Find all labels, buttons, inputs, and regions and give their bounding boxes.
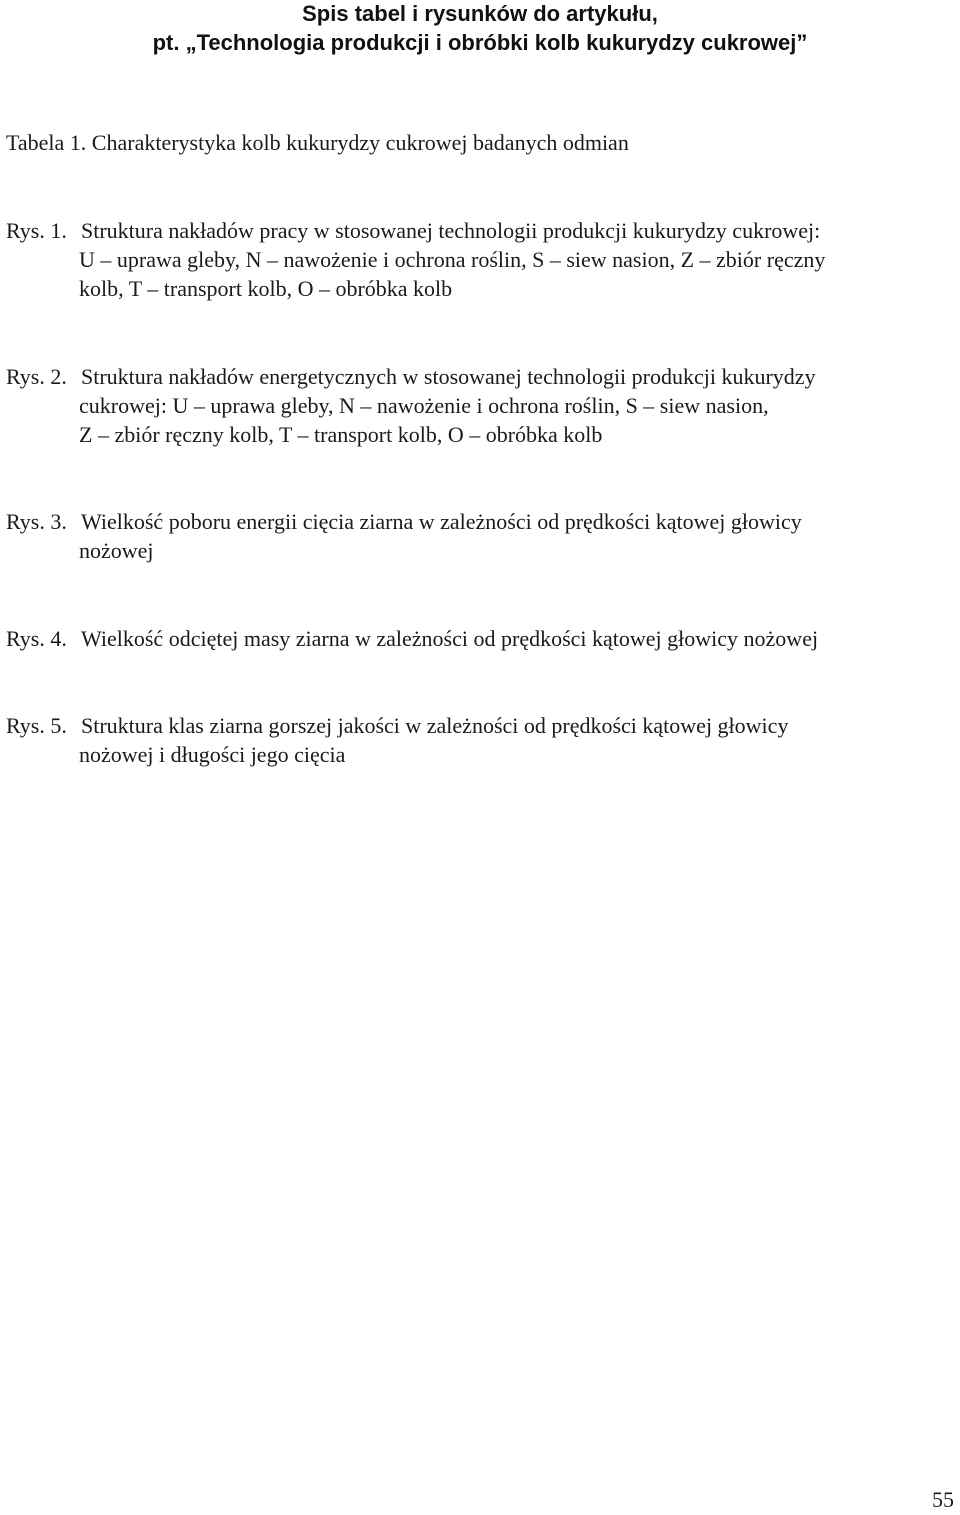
figure-caption-5 <box>6 711 956 769</box>
caption-line: Wielkość odciętej masy ziarna w zależności od prędkości kątowej głowicy nożowej <box>81 626 819 651</box>
caption-line: Tabela 1. Charakterystyka kolb kukurydzy cukrowej badanych odmian <box>6 130 629 155</box>
figure-label: Rys. 1. <box>6 218 67 243</box>
caption-line: nożowej <box>79 538 154 563</box>
caption-line: Struktura nakładów pracy w stosowanej technologii produkcji kukurydzy cukrowej: <box>81 218 821 243</box>
figure-caption-4 <box>6 624 956 653</box>
figure-caption-2 <box>6 362 956 449</box>
caption-line: Wielkość poboru energii cięcia ziarna w zależności od prędkości kątowej głowicy <box>81 509 802 534</box>
document-title-line-1: Spis tabel i rysunków do artykułu, <box>302 1 658 26</box>
caption-line: kolb, T – transport kolb, O – obróbka kolb <box>79 276 453 301</box>
figure-label: Rys. 5. <box>6 713 67 738</box>
figure-caption-3 <box>6 507 956 565</box>
page-number: 55 <box>932 1487 954 1512</box>
caption-line: cukrowej: U – uprawa gleby, N – nawożenie i ochrona roślin, S – siew nasion, <box>79 393 769 418</box>
table-caption-1 <box>6 128 956 157</box>
figure-label: Rys. 2. <box>6 364 67 389</box>
caption-line: Struktura klas ziarna gorszej jakości w zależności od prędkości kątowej głowicy <box>81 713 789 738</box>
caption-line: Struktura nakładów energetycznych w stosowanej technologii produkcji kukurydzy <box>81 364 816 389</box>
document-title-line-2: pt. „Technologia produkcji i obróbki kolb kukurydzy cukrowej” <box>152 30 808 55</box>
caption-line: nożowej i długości jego cięcia <box>79 742 346 767</box>
figure-caption-1 <box>6 216 956 303</box>
figure-label: Rys. 4. <box>6 626 67 651</box>
caption-line: U – uprawa gleby, N – nawożenie i ochrona roślin, S – siew nasion, Z – zbiór ręczny <box>79 247 826 272</box>
caption-line: Z – zbiór ręczny kolb, T – transport kolb, O – obróbka kolb <box>79 422 603 447</box>
figure-label: Rys. 3. <box>6 509 67 534</box>
